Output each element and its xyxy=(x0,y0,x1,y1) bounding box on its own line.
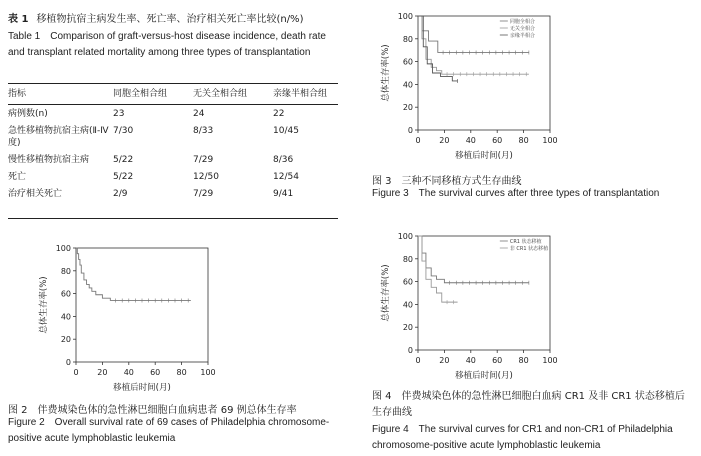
y-tick-label: 40 xyxy=(402,300,413,310)
table-cell: 治疗相关死亡 xyxy=(8,189,63,199)
table1-title-zh-text: 移植物抗宿主病发生率、死亡率、治疗相关死亡率比较(n/%) xyxy=(36,14,304,25)
table-cell: 23 xyxy=(113,109,125,119)
x-tick-label: 0 xyxy=(415,136,421,145)
table1-col-header: 无关全相合组 xyxy=(193,89,248,99)
table-cell: 2/9 xyxy=(113,189,128,199)
table1-col-header: 同胞全相合组 xyxy=(113,89,168,99)
figure2-caption-en: Figure 2 Overall survival rate of 69 cases of Philadelphia chromosome-positive acute lymphoblastic leukemia xyxy=(8,417,330,444)
table1-top-rule xyxy=(8,83,338,84)
y-tick-label: 0 xyxy=(407,346,413,355)
legend-entry: 无关全相合 xyxy=(509,26,535,32)
table1 xyxy=(8,86,338,202)
figure4-caption-en: Figure 4 The survival curves for CR1 and non-CR1 of Philadelphia chromosome-positive acute lymphoblastic leukemia xyxy=(372,424,673,451)
x-tick-label: 40 xyxy=(465,136,476,145)
table1-col-header: 指标 xyxy=(8,89,27,99)
y-tick-label: 100 xyxy=(397,232,413,241)
figure3-caption-zh: 图 3 三种不同移植方式生存曲线 xyxy=(372,176,522,187)
table-cell: 5/22 xyxy=(113,172,134,182)
y-axis-label: 总体生存率(%) xyxy=(381,44,391,102)
x-tick-label: 0 xyxy=(73,368,79,377)
table-cell: 7/30 xyxy=(113,126,134,136)
figure3-caption-en: Figure 3 The survival curves after three types of transplantation xyxy=(372,188,660,199)
table-cell: 7/29 xyxy=(193,189,214,199)
table1-col-header: 亲缘半相合组 xyxy=(273,89,328,99)
table-cell: 12/54 xyxy=(273,172,299,182)
x-tick-label: 100 xyxy=(200,368,216,377)
table-cell: 慢性移植物抗宿主病 xyxy=(8,155,90,165)
x-tick-label: 60 xyxy=(150,368,161,377)
x-tick-label: 20 xyxy=(439,136,450,145)
table1-title-zh xyxy=(8,10,303,25)
x-tick-label: 60 xyxy=(492,356,503,365)
x-axis-label: 移植后时间(月) xyxy=(455,151,513,161)
y-tick-label: 0 xyxy=(65,358,71,367)
x-tick-label: 80 xyxy=(176,368,187,377)
x-tick-label: 100 xyxy=(542,136,558,145)
y-axis-label: 总体生存率(%) xyxy=(39,276,49,334)
table1-title-en xyxy=(8,29,338,61)
x-tick-label: 20 xyxy=(97,368,108,377)
legend-entry: CR1 状态移植 xyxy=(509,239,542,245)
table-cell: 7/29 xyxy=(193,155,214,165)
table-cell: 22 xyxy=(273,109,285,119)
table-row xyxy=(8,105,338,122)
table-row xyxy=(8,122,338,151)
table-cell: 24 xyxy=(193,109,205,119)
figure2-caption-zh: 图 2 伴费城染色体的急性淋巴细胞白血病患者 69 例总体生存率 xyxy=(8,405,297,416)
table1-header-row xyxy=(8,86,338,105)
y-tick-label: 80 xyxy=(60,266,71,276)
y-tick-label: 40 xyxy=(60,312,71,322)
x-axis-label: 移植后时间(月) xyxy=(113,383,171,393)
figure3-chart xyxy=(372,6,562,162)
table-cell: 9/41 xyxy=(273,189,294,199)
x-tick-label: 80 xyxy=(518,356,529,365)
table1-label-zh: 表 1 xyxy=(8,14,29,25)
x-tick-label: 60 xyxy=(492,136,503,145)
y-tick-label: 100 xyxy=(397,12,413,21)
table-cell: 8/33 xyxy=(193,126,214,136)
x-tick-label: 40 xyxy=(123,368,134,377)
y-tick-label: 20 xyxy=(402,323,413,333)
y-tick-label: 100 xyxy=(55,244,71,253)
y-tick-label: 40 xyxy=(402,80,413,90)
y-tick-label: 20 xyxy=(402,103,413,113)
figure2-chart xyxy=(30,238,220,394)
legend-entry: 非 CR1 状态移植 xyxy=(509,246,549,252)
y-tick-label: 20 xyxy=(60,335,71,345)
legend-entry: 亲缘半相合 xyxy=(509,33,535,39)
table-cell: 10/45 xyxy=(273,126,299,136)
y-axis-label: 总体生存率(%) xyxy=(381,264,391,322)
survival-curve xyxy=(76,248,191,300)
y-tick-label: 60 xyxy=(402,57,413,67)
table1-bottom-rule xyxy=(8,218,338,219)
table-cell: 病例数(n) xyxy=(8,109,48,119)
x-axis-label: 移植后时间(月) xyxy=(455,371,513,381)
figure4-caption-zh: 图 4 伴费城染色体的急性淋巴细胞白血病 CR1 及非 CR1 状态移植后生存曲线 xyxy=(372,391,685,418)
survival-curve xyxy=(418,236,458,302)
table1-label-en: Table 1 xyxy=(8,31,41,42)
table-row xyxy=(8,151,338,168)
y-tick-label: 60 xyxy=(60,289,71,299)
x-tick-label: 80 xyxy=(518,136,529,145)
table-row xyxy=(8,185,338,202)
x-tick-label: 40 xyxy=(465,356,476,365)
legend-entry: 同胞全相合 xyxy=(509,19,535,25)
y-tick-label: 80 xyxy=(402,34,413,44)
table-cell: 急性移植物抗宿主病(Ⅱ-Ⅳ度) xyxy=(8,126,109,148)
table-cell: 12/50 xyxy=(193,172,219,182)
y-tick-label: 0 xyxy=(407,126,413,135)
x-tick-label: 100 xyxy=(542,356,558,365)
figure4-chart xyxy=(372,226,562,382)
x-tick-label: 0 xyxy=(415,356,421,365)
plot-frame xyxy=(76,248,208,362)
y-tick-label: 80 xyxy=(402,254,413,264)
table1-title-en-text: Comparison of graft-versus-host disease incidence, death rate and transplant related mortality among three types of transplantation xyxy=(8,31,326,58)
x-tick-label: 20 xyxy=(439,356,450,365)
y-tick-label: 60 xyxy=(402,277,413,287)
table-cell: 死亡 xyxy=(8,172,27,182)
table-cell: 8/36 xyxy=(273,155,294,165)
table-row xyxy=(8,168,338,185)
table-cell: 5/22 xyxy=(113,155,134,165)
